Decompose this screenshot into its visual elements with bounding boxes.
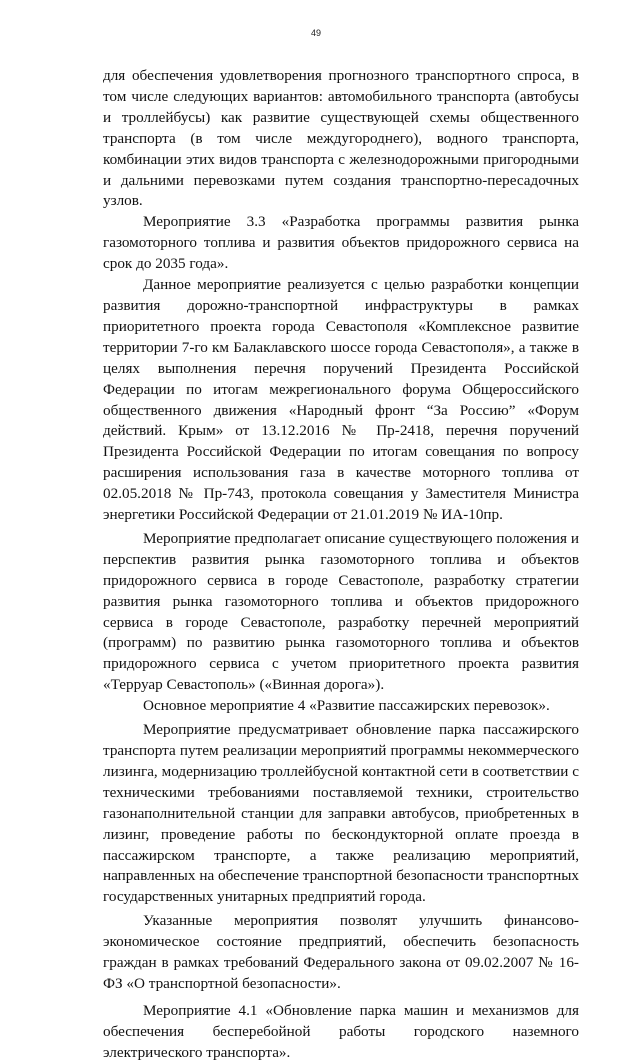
- paragraph-activity-4-1: Мероприятие 4.1 «Обновление парка машин и механизмов для обеспечения бесперебойной работы городского наземного электрического транспорта».: [103, 1001, 579, 1061]
- paragraph-activity-fleet-renewal: Мероприятие предусматривает обновление парка пассажирского транспорта путем реализации мероприятий программы некоммерческого лизинга, модернизацию троллейбусной контактной сети в соответствии с техническими требованиями поставляемой техники, строительство газонаполнительной станции для заправки автобусов, приобретенных в лизинг, проведение работы по бескондукторной оплате проезда в пассажирском транспорте, а также реализацию мероприятий, направленных на обеспечение транспортной безопасности транспортных государственных унитарных предприятий города.: [103, 721, 579, 906]
- paragraph-activity-purpose: Данное мероприятие реализуется с целью разработки концепции развития дорожно-транспортной инфраструктуры в рамках приоритетного проекта города Севастополя «Комплексное развитие территории 7-го км Балаклавского шоссе города Севастополя», а также в целях выполнения перечня поручений Президента Российской Федерации по итогам межрегионального форума Общероссийского общественного движения «Народный фронт “За Россию” «Форум действий. Крым» от 13.12.2016 № Пр-2418, перечня поручений Президента Российской Федерации по итогам совещания по вопросу расширения использования газа в качестве моторного топлива от 02.05.2018 № Пр-743, протокола совещания у Заместителя Министра энергетики Российской Федерации от 21.01.2019 № ИА-10пр.: [103, 276, 579, 524]
- page-number: 49: [310, 28, 321, 38]
- paragraph-activity-description: Мероприятие предполагает описание существующего положения и перспектив развития рынка газомоторного топлива и объектов придорожного сервиса в городе Севастополе, разработку стратегии развития рынка газомоторного топлива и объектов придорожного сервиса в городе Севастополе, разработку перечней мероприятий (программ) по развитию рынка газомоторного топлива и объектов придорожного сервиса с учетом приоритетного проекта развития «Терруар Севастополь» («Винная дорога»).: [103, 529, 579, 694]
- paragraph-continuation: для обеспечения удовлетворения прогнозного транспортного спроса, в том числе следующих вариантов: автомобильного транспорта (автобусы и троллейбусы) как развитие существующей схемы общественного транспорта (в том числе междугороднего), водного транспорта, комбинации этих видов транспорта с железнодорожными пригородными и дальними перевозками путем создания транспортно-пересадочных узлов.: [103, 67, 579, 210]
- paragraph-activity-outcomes: Указанные мероприятия позволят улучшить финансово-экономическое состояние предприятий, обеспечить безопасность граждан в рамках требований Федерального закона от 09.02.2007 № 16-ФЗ «О транспортной безопасности».: [103, 912, 579, 992]
- paragraph-main-activity-4: Основное мероприятие 4 «Развитие пассажирских перевозок».: [143, 697, 550, 715]
- paragraph-activity-3-3: Мероприятие 3.3 «Разработка программы развития рынка газомоторного топлива и развития объектов придорожного сервиса на срок до 2035 года».: [103, 213, 579, 273]
- document-body: [103, 66, 579, 1064]
